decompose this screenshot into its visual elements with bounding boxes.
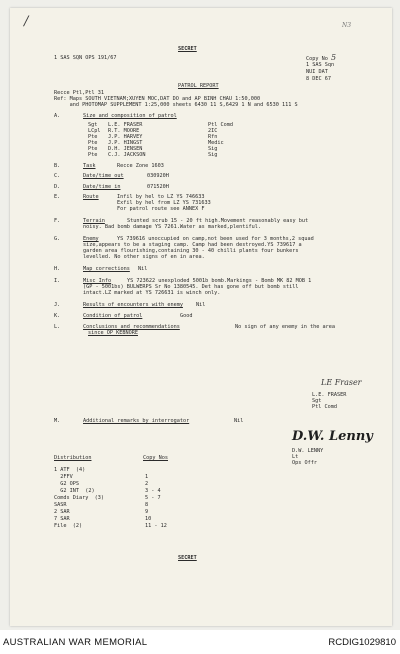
distribution-heading: Distribution	[54, 455, 92, 461]
section-g-line: garden area flourishing,containing 30 - 40 chilli plants four bunkers	[83, 248, 299, 254]
member-rank: LCpl	[88, 128, 101, 134]
section-i-line: YS 723622 unexploded 5001b bomb.Markings - Bomb MK 82 MOB 1	[127, 278, 312, 284]
copy-nos-heading: Copy Nos	[143, 455, 168, 461]
archive-id: RCDIG1029810	[328, 637, 396, 648]
section-c-letter: C.	[54, 173, 61, 179]
section-m-value: Nil	[234, 418, 244, 424]
section-l-sub: since OP KEBNORE	[88, 330, 138, 336]
distribution-row-label: 1 ATF (4)	[54, 467, 86, 473]
signature-lenny: D.W. Lenny	[292, 429, 373, 444]
distribution-row-label: SASR	[54, 502, 67, 508]
distribution-row-copies: 9	[145, 509, 149, 515]
section-k-letter: K.	[54, 313, 61, 319]
member-name: R.T. MOORE	[108, 128, 140, 134]
section-a-label: Size and composition of patrol	[83, 113, 177, 119]
distribution-row-copies: 3 - 4	[145, 488, 161, 494]
unit-location: NUI DAT	[306, 69, 328, 75]
section-g-label: Enemy	[83, 236, 99, 242]
member-rank: Pte	[88, 134, 98, 140]
ref-line-2: and PHOTOMAP SUPPLEMENT 1:25,000 sheets 6430 11 S,6429 1 N and 6530 111 S	[54, 102, 298, 108]
member-name: J.P. HARVEY	[108, 134, 143, 140]
archive-name: AUSTRALIAN WAR MEMORIAL	[3, 637, 148, 648]
section-j-value: Nil	[196, 302, 206, 308]
section-f-line: noisy. Bad bomb damage YS 7261.Water as marked,plentiful.	[83, 224, 262, 230]
distribution-row-label: 2FFV	[54, 474, 73, 480]
distribution-row-copies: 2	[145, 481, 149, 487]
page-mark: N3	[342, 22, 352, 29]
section-f-line: Stunted scrub 15 - 20 ft high.Movement reasonably easy but	[127, 218, 309, 224]
distribution-row-label: 7 SAR	[54, 516, 70, 522]
member-role: Medic	[208, 140, 224, 146]
section-m-letter: M.	[54, 418, 61, 424]
section-l-label: Conclusions and recommendations	[83, 324, 180, 330]
distribution-row-label: G2 OPS	[54, 481, 79, 487]
copy-label: Copy No	[306, 56, 328, 62]
member-rank: Pte	[88, 146, 98, 152]
member-role: Rfn	[208, 134, 218, 140]
section-a-letter: A.	[54, 113, 61, 119]
copy-number-value: 5	[331, 53, 337, 62]
distribution-row-label: File (2)	[54, 523, 83, 529]
copy-number	[306, 55, 336, 62]
secret-header: SECRET	[178, 46, 197, 52]
signatory-name: D.W. LENNY	[292, 448, 324, 454]
document-page	[10, 8, 392, 626]
signatory-role: Ops Offr	[292, 460, 317, 466]
signatory-role: Ptl Comd	[312, 404, 337, 410]
member-role: Ptl Comd	[208, 122, 233, 128]
distribution-row-copies: 10	[145, 516, 152, 522]
section-h-label: Map corrections	[83, 266, 130, 272]
member-role: 2IC	[208, 128, 218, 134]
corner-tick-mark: /	[24, 14, 29, 29]
section-b-label: Task	[83, 163, 96, 169]
distribution-row-label: 2 SAR	[54, 509, 70, 515]
section-d-label: Date/time in	[83, 184, 121, 190]
section-g-line: YS 739616 unoccupied on camp,not been used for 3 months,2 squad	[117, 236, 314, 242]
signatory-name: L.E. FRASER	[312, 392, 347, 398]
section-g-line: levelled. No other signs of en in area.	[83, 254, 205, 260]
archive-footer	[0, 630, 400, 654]
member-rank: Sgt	[88, 122, 98, 128]
member-role: Sig	[208, 146, 218, 152]
signatory-rank: Sgt	[312, 398, 322, 404]
signature-fraser: LE Fraser	[321, 378, 362, 387]
section-m-label: Additional remarks by interrogator	[83, 418, 190, 424]
section-i-line: intact.LZ marked at YS 726631 is winch only.	[83, 290, 221, 296]
ref-line-1: Ref: Maps SOUTH VIETNAM;XUYEN MOC,DAT DO and AP BINH CHAU 1:50,000	[54, 96, 261, 102]
section-f-label: Terrain	[83, 218, 105, 224]
distribution-row-copies: 5 - 7	[145, 495, 161, 501]
section-f-letter: F.	[54, 218, 61, 224]
section-e-letter: E.	[54, 194, 61, 200]
member-name: C.J. JACKSON	[108, 152, 146, 158]
section-b-value: Recce Zone 1603	[117, 163, 164, 169]
section-j-label: Results of encounters with enemy	[83, 302, 183, 308]
section-e-label: Route	[83, 194, 99, 200]
section-g-line: size,appears to be a staging camp. Camp had been destroyed.YS 739617 a	[83, 242, 302, 248]
distribution-row-copies: 1	[145, 474, 149, 480]
ref-number: 1 SAS SQN OPS 191/67	[54, 55, 117, 61]
distribution-row-label: G2 INT (2)	[54, 488, 95, 494]
member-name: L.E. FRASER	[108, 122, 143, 128]
section-d-value: 071520H	[147, 184, 169, 190]
distribution-row-label: Comds Diary (3)	[54, 495, 104, 501]
report-date: 8 DEC 67	[306, 76, 331, 82]
distribution-row-copies: 8	[145, 502, 149, 508]
secret-footer: SECRET	[178, 555, 197, 561]
section-b-letter: B.	[54, 163, 61, 169]
unit-name: 1 SAS Sqn	[306, 62, 335, 68]
section-e-line: Infil by hel to LZ YS 746633	[117, 194, 205, 200]
member-name: J.P. HINGST	[108, 140, 143, 146]
section-i-letter: I.	[54, 278, 61, 284]
section-g-letter: G.	[54, 236, 61, 242]
signatory-rank: Lt	[292, 454, 299, 460]
section-i-label: Misc Info	[83, 278, 112, 284]
section-i-line: (GP - 5001bs) BULWERPS Sr No 1380545. Det has gone off but bomb still	[83, 284, 299, 290]
recce-line: Recce Ptl,Ptl 31	[54, 90, 104, 96]
section-h-value: Nil	[138, 266, 148, 272]
member-role: Sig	[208, 152, 218, 158]
section-e-line: For patrol route see ANNEX F	[117, 206, 205, 212]
section-d-letter: D.	[54, 184, 61, 190]
member-rank: Pte	[88, 140, 98, 146]
section-j-letter: J.	[54, 302, 61, 308]
section-e-line: Exfil by hel from LZ YS 731633	[117, 200, 211, 206]
report-title: PATROL REPORT	[178, 83, 219, 89]
section-l-letter: L.	[54, 324, 61, 330]
section-k-value: Good	[180, 313, 193, 319]
distribution-row-copies: 11 - 12	[145, 523, 167, 529]
section-k-label: Condition of patrol	[83, 313, 143, 319]
member-name: D.H. JENSEN	[108, 146, 143, 152]
section-c-label: Date/time out	[83, 173, 124, 179]
section-l-value: No sign of any enemy in the area	[235, 324, 335, 330]
member-rank: Pte	[88, 152, 98, 158]
section-h-letter: H.	[54, 266, 61, 272]
section-c-value: 030920H	[147, 173, 169, 179]
